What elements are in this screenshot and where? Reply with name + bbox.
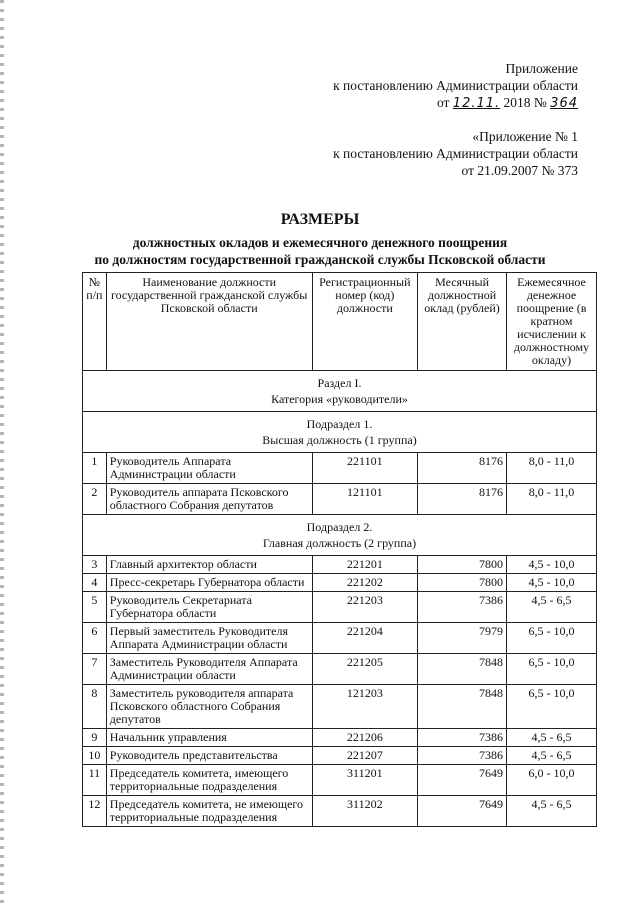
row-number: 1 bbox=[83, 453, 107, 484]
position-name: Председатель комитета, имеющего территориальные подразделения bbox=[106, 765, 312, 796]
header-line-3 bbox=[298, 94, 578, 112]
table-row bbox=[83, 747, 597, 765]
row-number: 6 bbox=[83, 623, 107, 654]
position-code: 221101 bbox=[312, 453, 417, 484]
monthly-salary: 8176 bbox=[418, 453, 507, 484]
monthly-bonus: 4,5 - 10,0 bbox=[507, 574, 597, 592]
table-row bbox=[83, 685, 597, 729]
subsection-line-2: Главная должность (2 группа) bbox=[262, 536, 417, 550]
row-number: 5 bbox=[83, 592, 107, 623]
annex-line-1: «Приложение № 1 bbox=[472, 129, 578, 144]
document-title: РАЗМЕРЫ bbox=[280, 211, 360, 228]
position-code: 221204 bbox=[312, 623, 417, 654]
salary-table bbox=[82, 272, 597, 827]
monthly-salary: 7800 bbox=[418, 574, 507, 592]
table-header-row bbox=[83, 273, 597, 371]
position-name: Председатель комитета, не имеющего территориальные подразделения bbox=[106, 796, 312, 827]
subsection-heading bbox=[83, 515, 597, 556]
table-row bbox=[83, 574, 597, 592]
position-code: 221203 bbox=[312, 592, 417, 623]
monthly-bonus: 8,0 - 11,0 bbox=[507, 484, 597, 515]
monthly-salary: 7386 bbox=[418, 747, 507, 765]
table-row bbox=[83, 453, 597, 484]
table-row bbox=[83, 484, 597, 515]
position-name: Заместитель Руководителя Аппарата Администрации области bbox=[106, 654, 312, 685]
row-number: 12 bbox=[83, 796, 107, 827]
monthly-bonus: 4,5 - 6,5 bbox=[507, 729, 597, 747]
position-code: 311202 bbox=[312, 796, 417, 827]
annex-line-3: от 21.09.2007 № 373 bbox=[461, 163, 578, 178]
position-name: Главный архитектор области bbox=[106, 556, 312, 574]
row-number: 4 bbox=[83, 574, 107, 592]
position-code: 221205 bbox=[312, 654, 417, 685]
monthly-bonus: 8,0 - 11,0 bbox=[507, 453, 597, 484]
monthly-bonus: 4,5 - 10,0 bbox=[507, 556, 597, 574]
section-line-2: Категория «руководители» bbox=[271, 392, 408, 406]
header-bonus: Ежемесячное денежное поощрение (в кратном исчислении к должностному окладу) bbox=[507, 273, 597, 371]
subtitle-line-1: должностных окладов и ежемесячного денежного поощрения bbox=[132, 235, 508, 250]
row-number: 3 bbox=[83, 556, 107, 574]
position-name: Руководитель представительства bbox=[106, 747, 312, 765]
monthly-salary: 7386 bbox=[418, 729, 507, 747]
monthly-salary: 7800 bbox=[418, 556, 507, 574]
header-line-1: Приложение bbox=[505, 61, 578, 76]
monthly-bonus: 6,0 - 10,0 bbox=[507, 765, 597, 796]
position-name: Руководитель Аппарата Администрации области bbox=[106, 453, 312, 484]
position-name: Руководитель аппарата Псковского областного Собрания депутатов bbox=[106, 484, 312, 515]
header-line-2: к постановлению Администрации области bbox=[333, 78, 578, 93]
table-row bbox=[83, 556, 597, 574]
position-code: 221201 bbox=[312, 556, 417, 574]
monthly-salary: 7848 bbox=[418, 685, 507, 729]
scan-edge-artifact bbox=[0, 0, 4, 905]
subsection-line-1: Подраздел 1. bbox=[306, 417, 373, 431]
position-code: 311201 bbox=[312, 765, 417, 796]
table-row bbox=[83, 623, 597, 654]
monthly-bonus: 6,5 - 10,0 bbox=[507, 654, 597, 685]
monthly-salary: 7979 bbox=[418, 623, 507, 654]
row-number: 7 bbox=[83, 654, 107, 685]
position-code: 221202 bbox=[312, 574, 417, 592]
approval-header bbox=[298, 60, 578, 112]
subsection-row bbox=[83, 515, 597, 556]
position-code: 221207 bbox=[312, 747, 417, 765]
table-row bbox=[83, 796, 597, 827]
section-heading bbox=[83, 371, 597, 412]
position-name: Начальник управления bbox=[106, 729, 312, 747]
row-number: 11 bbox=[83, 765, 107, 796]
subsection-line-1: Подраздел 2. bbox=[306, 520, 373, 534]
subsection-row bbox=[83, 412, 597, 453]
table-row bbox=[83, 765, 597, 796]
position-name: Пресс-секретарь Губернатора области bbox=[106, 574, 312, 592]
subsection-heading bbox=[83, 412, 597, 453]
header-num: № п/п bbox=[83, 273, 107, 371]
monthly-salary: 8176 bbox=[418, 484, 507, 515]
row-number: 9 bbox=[83, 729, 107, 747]
table-body bbox=[83, 412, 597, 827]
section-row bbox=[83, 371, 597, 412]
handwritten-date: 12.11. bbox=[452, 96, 501, 111]
row-number: 10 bbox=[83, 747, 107, 765]
monthly-bonus: 4,5 - 6,5 bbox=[507, 796, 597, 827]
row-number: 2 bbox=[83, 484, 107, 515]
subtitle-line-2: по должностям государственной гражданской службы Псковской области bbox=[94, 252, 546, 267]
year: 2018 bbox=[503, 95, 531, 110]
monthly-salary: 7386 bbox=[418, 592, 507, 623]
table-row bbox=[83, 729, 597, 747]
annex-header bbox=[278, 128, 578, 179]
header-salary: Месячный должностной оклад (рублей) bbox=[418, 273, 507, 371]
position-name: Руководитель Секретариата Губернатора области bbox=[106, 592, 312, 623]
number-sign: № bbox=[533, 95, 547, 110]
monthly-salary: 7649 bbox=[418, 765, 507, 796]
monthly-bonus: 6,5 - 10,0 bbox=[507, 623, 597, 654]
table-row bbox=[83, 592, 597, 623]
monthly-bonus: 6,5 - 10,0 bbox=[507, 685, 597, 729]
handwritten-number: 364 bbox=[550, 96, 578, 111]
subsection-line-2: Высшая должность (1 группа) bbox=[262, 433, 417, 447]
document-subtitle bbox=[0, 234, 640, 268]
section-line-1: Раздел I. bbox=[317, 376, 362, 390]
position-code: 121203 bbox=[312, 685, 417, 729]
annex-line-2: к постановлению Администрации области bbox=[333, 146, 578, 161]
monthly-salary: 7848 bbox=[418, 654, 507, 685]
monthly-bonus: 4,5 - 6,5 bbox=[507, 747, 597, 765]
table-row bbox=[83, 654, 597, 685]
monthly-salary: 7649 bbox=[418, 796, 507, 827]
position-code: 221206 bbox=[312, 729, 417, 747]
position-name: Заместитель руководителя аппарата Псковского областного Собрания депутатов bbox=[106, 685, 312, 729]
header-code: Регистрационный номер (код) должности bbox=[312, 273, 417, 371]
row-number: 8 bbox=[83, 685, 107, 729]
monthly-bonus: 4,5 - 6,5 bbox=[507, 592, 597, 623]
date-prefix: от bbox=[436, 95, 450, 110]
position-name: Первый заместитель Руководителя Аппарата Администрации области bbox=[106, 623, 312, 654]
header-name: Наименование должности государственной гражданской службы Псковской области bbox=[106, 273, 312, 371]
position-code: 121101 bbox=[312, 484, 417, 515]
